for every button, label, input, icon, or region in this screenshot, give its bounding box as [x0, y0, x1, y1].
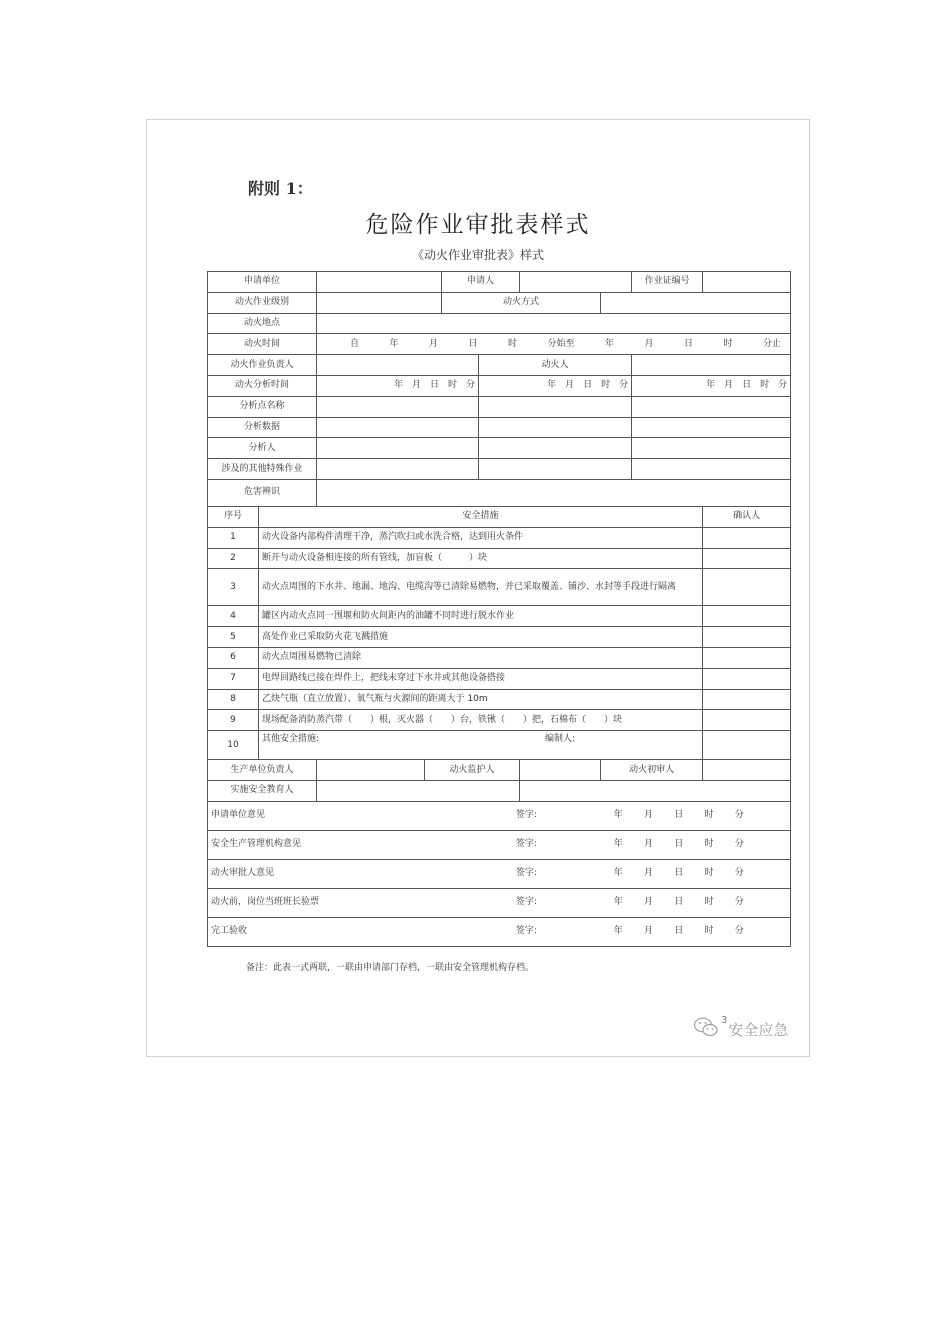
label-fire-leader: 动火作业负责人 — [208, 355, 317, 376]
analysis-time-3[interactable]: 年 月 日 时 分 — [632, 375, 791, 396]
opinion-row — [208, 801, 791, 830]
measure-no: 2 — [208, 548, 259, 569]
wechat-icon — [693, 1016, 721, 1042]
measure-confirm-field[interactable] — [703, 548, 791, 569]
time-day-1: 日 — [468, 338, 478, 349]
hazard-field[interactable] — [317, 479, 791, 506]
opinion-label: 动火前，岗位当班班长验票 — [211, 897, 320, 908]
opinion-cell[interactable] — [208, 830, 791, 859]
opinion-minute: 分 — [734, 926, 744, 937]
opinion-sign: 签字: — [515, 868, 537, 879]
opinion-hour: 时 — [704, 868, 714, 879]
measure-row — [208, 710, 791, 731]
fire-first-reviewer-field[interactable] — [703, 760, 791, 781]
opinion-label: 动火审批人意见 — [211, 868, 275, 879]
opinion-day: 日 — [674, 868, 684, 879]
measure-text: 动火点周围易燃物已清除 — [259, 647, 703, 668]
measure-row — [208, 569, 791, 606]
fire-method-field[interactable] — [601, 292, 791, 313]
fire-level-field[interactable] — [317, 292, 442, 313]
measure-no: 4 — [208, 606, 259, 627]
label-seq: 序号 — [208, 506, 259, 527]
measure-row — [208, 731, 791, 760]
fire-time-field[interactable] — [317, 334, 791, 355]
label-measures: 安全措施 — [259, 506, 703, 527]
row-analyst — [208, 438, 791, 459]
label-analysis-data: 分析数据 — [208, 417, 317, 438]
label-applicant-unit: 申请单位 — [208, 272, 317, 293]
opinion-month: 月 — [643, 810, 653, 821]
measure-row — [208, 627, 791, 648]
measure-text: 电焊回路线已接在焊件上，把线未穿过下水井或其他设备搭接 — [259, 668, 703, 689]
label-safety-educator: 实施安全教育人 — [208, 780, 317, 801]
opinion-minute: 分 — [734, 897, 744, 908]
label-confirm: 确认人 — [703, 506, 791, 527]
permit-no-field[interactable] — [703, 272, 791, 293]
opinion-sign: 签字: — [515, 839, 537, 850]
opinion-sign: 签字: — [515, 926, 537, 937]
label-fire-first-reviewer: 动火初审人 — [601, 760, 703, 781]
row-analysis-data — [208, 417, 791, 438]
measure-no: 3 — [208, 569, 259, 606]
measure-no: 10 — [208, 731, 259, 760]
opinion-row — [208, 830, 791, 859]
row-hazard — [208, 479, 791, 506]
footnote: 备注：此表一式两联，一联由申请部门存档，一联由安全管理机构存档。 — [246, 963, 535, 973]
measure-text[interactable] — [259, 731, 703, 760]
measure-text: 高处作业已采取防火花飞溅措施 — [259, 627, 703, 648]
analyst-1[interactable] — [317, 438, 479, 459]
analysis-data-2[interactable] — [479, 417, 632, 438]
measure-confirm-field[interactable] — [703, 668, 791, 689]
row-analysis-time — [208, 375, 791, 396]
label-analysis-point: 分析点名称 — [208, 396, 317, 417]
row-roles — [208, 760, 791, 781]
measure-no: 8 — [208, 689, 259, 710]
opinion-sign: 签字: — [515, 810, 537, 821]
time-month-2: 月 — [644, 338, 654, 349]
opinion-month: 月 — [643, 926, 653, 937]
analysis-time-2[interactable]: 年 月 日 时 分 — [479, 375, 632, 396]
fire-person-field[interactable] — [632, 355, 791, 376]
time-min-start: 分始至 — [547, 338, 575, 349]
measure-confirm-field[interactable] — [703, 689, 791, 710]
row-fire-leader — [208, 355, 791, 376]
opinion-cell[interactable] — [208, 888, 791, 917]
analyst-3[interactable] — [632, 438, 791, 459]
measure-text: 乙炔气瓶（直立放置）、氧气瓶与火源间的距离大于 10m — [259, 689, 703, 710]
opinion-minute: 分 — [734, 839, 744, 850]
analysis-data-3[interactable] — [632, 417, 791, 438]
measure-text: 断开与动火设备相连接的所有管线，加盲板（ ）块 — [259, 548, 703, 569]
opinion-day: 日 — [674, 926, 684, 937]
measure-no: 1 — [208, 527, 259, 548]
measure-row — [208, 668, 791, 689]
opinion-row — [208, 859, 791, 888]
fire-leader-field[interactable] — [317, 355, 479, 376]
opinion-cell[interactable] — [208, 917, 791, 946]
label-permit-no: 作业证编号 — [632, 272, 703, 293]
time-year-1: 年 — [389, 338, 399, 349]
opinion-hour: 时 — [704, 810, 714, 821]
label-fire-time: 动火时间 — [208, 334, 317, 355]
opinion-label: 完工验收 — [211, 926, 248, 937]
opinion-day: 日 — [674, 897, 684, 908]
opinion-minute: 分 — [734, 810, 744, 821]
time-year-2: 年 — [605, 338, 615, 349]
measure-confirm-field[interactable] — [703, 569, 791, 606]
other-special-3[interactable] — [632, 459, 791, 480]
page-number: 3 — [721, 1014, 728, 1026]
opinion-label: 申请单位意见 — [211, 810, 266, 821]
other-special-2[interactable] — [479, 459, 632, 480]
row-fire-level — [208, 292, 791, 313]
opinion-sign: 签字: — [515, 897, 537, 908]
measure-confirm-field[interactable] — [703, 647, 791, 668]
opinion-year: 年 — [613, 897, 623, 908]
measure-text: 现场配备消防蒸汽带（ ）根，灭火器（ ）台，铁锹（ ）把，石棉布（ ）块 — [259, 710, 703, 731]
row-applicant — [208, 272, 791, 293]
label-applicant: 申请人 — [442, 272, 520, 293]
label-fire-level: 动火作业级别 — [208, 292, 317, 313]
measure-row — [208, 606, 791, 627]
label-fire-person: 动火人 — [479, 355, 632, 376]
time-hour-2: 时 — [723, 338, 733, 349]
production-leader-field[interactable] — [317, 760, 425, 781]
measure-confirm-field[interactable] — [703, 527, 791, 548]
label-hazard: 危害辨识 — [208, 479, 317, 506]
watermark — [693, 1015, 788, 1043]
opinion-year: 年 — [613, 810, 623, 821]
page-title: 危险作业审批表样式 — [365, 212, 591, 238]
other-special-1[interactable] — [317, 459, 479, 480]
measure-text: 动火点周围的下水井、地漏、地沟、电缆沟等已清除易燃物，并已采取覆盖、铺沙、水封等手段进行隔离 — [259, 569, 703, 606]
row-safety-educator — [208, 780, 791, 801]
opinion-year: 年 — [613, 926, 623, 937]
opinion-hour: 时 — [704, 839, 714, 850]
measure-row — [208, 647, 791, 668]
appendix-label: 附则 1： — [248, 179, 313, 198]
label-fire-guardian: 动火监护人 — [425, 760, 520, 781]
measure-confirm-field[interactable] — [703, 627, 791, 648]
measure-row — [208, 689, 791, 710]
measure-text: 罐区内动火点同一围堰和防火间距内的油罐不同时进行脱水作业 — [259, 606, 703, 627]
opinion-day: 日 — [674, 839, 684, 850]
opinion-day: 日 — [674, 810, 684, 821]
fire-work-approval-form — [207, 271, 791, 947]
time-day-2: 日 — [684, 338, 694, 349]
label-production-leader: 生产单位负责人 — [208, 760, 317, 781]
measure-no: 9 — [208, 710, 259, 731]
row-measures-header — [208, 506, 791, 527]
analysis-point-3[interactable] — [632, 396, 791, 417]
time-hour-1: 时 — [508, 338, 518, 349]
applicant-unit-field[interactable] — [317, 272, 442, 293]
measure-no: 6 — [208, 647, 259, 668]
analysis-data-1[interactable] — [317, 417, 479, 438]
opinion-minute: 分 — [734, 868, 744, 879]
safety-educator-blank[interactable] — [520, 780, 791, 801]
analysis-point-1[interactable] — [317, 396, 479, 417]
measure-no: 5 — [208, 627, 259, 648]
opinion-label: 安全生产管理机构意见 — [211, 839, 302, 850]
analysis-time-1[interactable]: 年 月 日 时 分 — [317, 375, 479, 396]
fire-guardian-field[interactable] — [520, 760, 601, 781]
opinion-row — [208, 888, 791, 917]
other-measures-label: 其他安全措施: — [262, 734, 320, 745]
page-subtitle: 《动火作业审批表》样式 — [411, 248, 544, 262]
applicant-field[interactable] — [520, 272, 632, 293]
opinion-month: 月 — [643, 868, 653, 879]
opinion-month: 月 — [643, 897, 653, 908]
analyst-2[interactable] — [479, 438, 632, 459]
opinion-month: 月 — [643, 839, 653, 850]
measure-confirm-field[interactable] — [703, 731, 791, 760]
label-analysis-time: 动火分析时间 — [208, 375, 317, 396]
label-other-special: 涉及的其他特殊作业 — [208, 459, 317, 480]
safety-educator-field[interactable] — [317, 780, 520, 801]
measure-confirm-field[interactable] — [703, 710, 791, 731]
measure-row — [208, 548, 791, 569]
fire-location-field[interactable] — [317, 313, 791, 334]
watermark-text: 安全应急 — [728, 1020, 789, 1039]
row-fire-location — [208, 313, 791, 334]
time-from: 自 — [350, 338, 360, 349]
opinion-year: 年 — [613, 839, 623, 850]
label-analyst: 分析人 — [208, 438, 317, 459]
measure-text: 动火设备内部构件清理干净，蒸汽吹扫或水洗合格，达到用火条件 — [259, 527, 703, 548]
row-fire-time — [208, 334, 791, 355]
row-analysis-point — [208, 396, 791, 417]
measure-no: 7 — [208, 668, 259, 689]
measure-row — [208, 527, 791, 548]
opinion-hour: 时 — [704, 926, 714, 937]
analysis-point-2[interactable] — [479, 396, 632, 417]
opinion-year: 年 — [613, 868, 623, 879]
opinion-cell[interactable] — [208, 859, 791, 888]
measure-confirm-field[interactable] — [703, 606, 791, 627]
label-fire-method: 动火方式 — [442, 292, 601, 313]
time-month-1: 月 — [429, 338, 439, 349]
row-other-special — [208, 459, 791, 480]
time-min-end: 分止 — [763, 338, 782, 349]
label-fire-location: 动火地点 — [208, 313, 317, 334]
opinion-row — [208, 917, 791, 946]
opinion-cell[interactable] — [208, 801, 791, 830]
compiler-label: 编制人: — [545, 734, 576, 745]
opinion-hour: 时 — [704, 897, 714, 908]
